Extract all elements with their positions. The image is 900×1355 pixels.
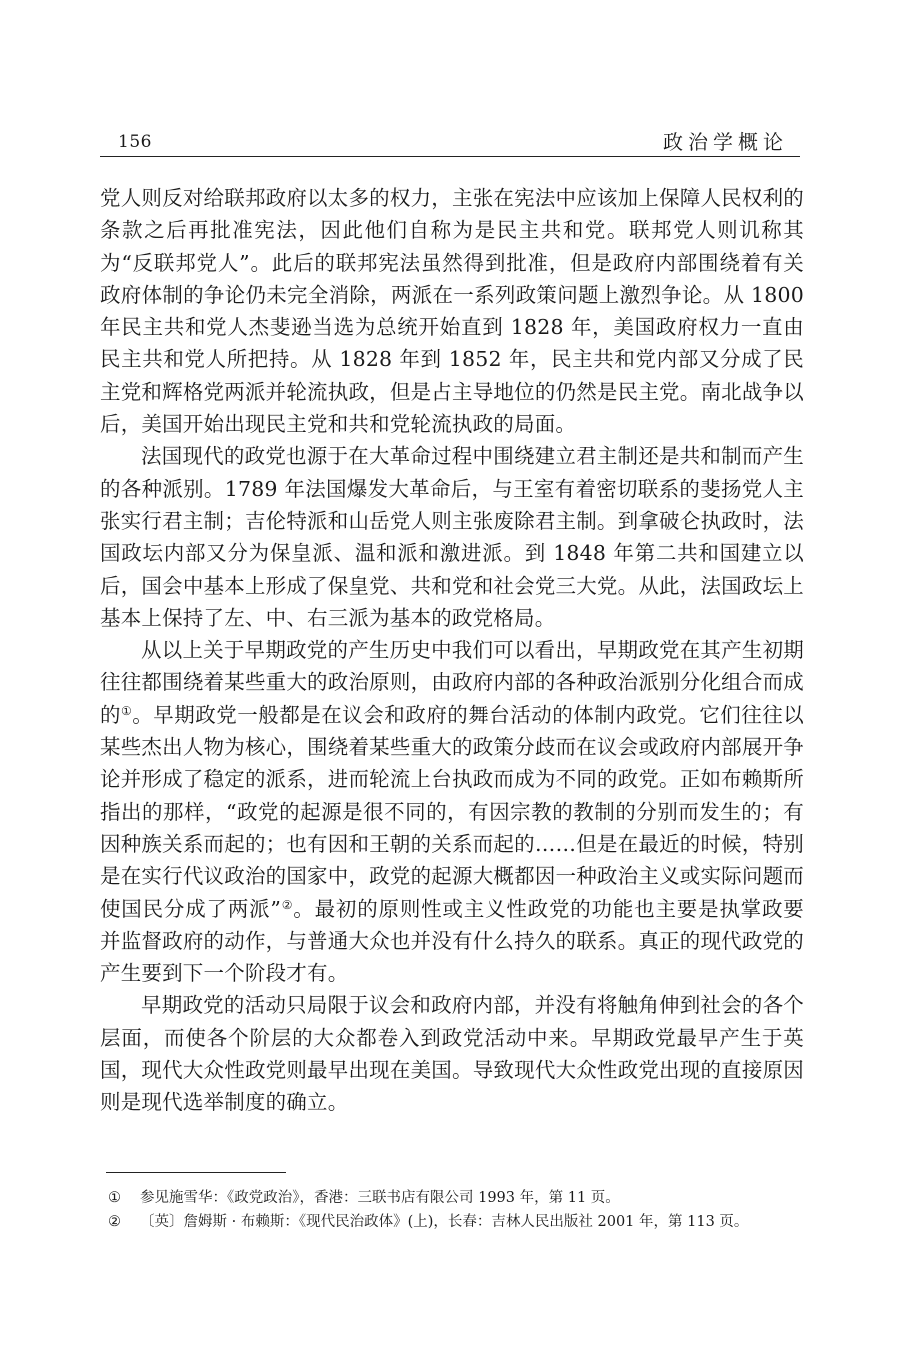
running-title: 政治学概论 <box>663 130 788 154</box>
footnote-text: 参见施雪华：《政党政治》，香港：三联书店有限公司 1993 年，第 11 页。 <box>140 1190 620 1206</box>
paragraph-3-part-3: 。最初的原则性或主义性政党的功能也主要是执掌政要并监督政府的动作，与普通大众也并没有什么持久的联系。真正的现代政党的产生要到下一个阶段才有。 <box>100 896 804 986</box>
footnote-mark: ① <box>108 1190 121 1206</box>
paragraph-1: 党人则反对给联邦政府以太多的权力，主张在宪法中应该加上保障人民权利的条款之后再批准宪法，因此他们自称为是民主共和党。联邦党人则讥称其为“反联邦党人”。此后的联邦宪法虽然得到批准，但是政府内部围绕着有关政府体制的争论仍未完全消除，两派在一系列政策问题上激烈争论。从 1800 年民主共和党人杰斐逊当选为总统开始直到 1828 年，美国政府权力一直由民主共和党人所把持。从 1828 年到 1852 年，民主共和党内部又分成了民主党和辉格党两派并轮流执政，但是占主导地位的仍然是民主党。南北战争以后，美国开始出现民主党和共和党轮流执政的局面。 <box>100 186 804 437</box>
footnote-text: 〔英〕詹姆斯 · 布赖斯：《现代民治政体》(上)，长春：吉林人民出版社 2001 年，第 113 页。 <box>140 1214 749 1230</box>
paragraph-3-part-2: 。早期政党一般都是在议会和政府的舞台活动的体制内政党。它们往往以某些杰出人物为核心，围绕着某些重大的政策分歧而在议会或政府内部展开争论并形成了稳定的派系，进而轮流上台执政而成为不同的政党。正如布赖斯所指出的那样，“政党的起源是很不同的，有因宗教的教制的分别而发生的；有因种族关系而起的；也有因和王朝的关系而起的……但是在最近的时候，特别是在实行代议政治的国家中，政党的起源大概都因一种政治主义或实际问题而使国民分成了两派” <box>100 702 804 921</box>
paragraph-3 <box>100 634 804 989</box>
footnote-divider <box>106 1172 286 1173</box>
body-text <box>100 182 804 1119</box>
page-number: 156 <box>118 132 152 152</box>
paragraph-2: 法国现代的政党也源于在大革命过程中围绕建立君主制还是共和制而产生的各种派别。1789 年法国爆发大革命后，与王室有着密切联系的斐扬党人主张实行君主制；吉伦特派和山岳党人则主张废除君主制。到拿破仑执政时，法国政坛内部又分为保皇派、温和派和激进派。到 1848 年第二共和国建立以后，国会中基本上形成了保皇党、共和党和社会党三大党。从此，法国政坛上基本上保持了左、中、右三派为基本的政党格局。 <box>100 444 804 630</box>
footnote-ref-2: ② <box>281 897 294 912</box>
page-header <box>100 118 800 157</box>
footnotes <box>108 1186 808 1234</box>
footnote-2 <box>108 1210 808 1234</box>
footnote-ref-1: ① <box>121 703 133 718</box>
paragraph-4: 早期政党的活动只局限于议会和政府内部，并没有将触角伸到社会的各个层面，而使各个阶层的大众都卷入到政党活动中来。早期政党最早产生于英国，现代大众性政党则最早出现在美国。导致现代大众性政党出现的直接原因则是现代选举制度的确立。 <box>100 993 804 1115</box>
footnote-mark: ② <box>108 1214 121 1230</box>
paragraph-3-part-1: 从以上关于早期政党的产生历史中我们可以看出，早期政党在其产生初期往往都围绕着某些重大的政治原则，由政府内部的各种政治派别分化组合而成的 <box>100 638 804 727</box>
footnote-1 <box>108 1186 808 1210</box>
